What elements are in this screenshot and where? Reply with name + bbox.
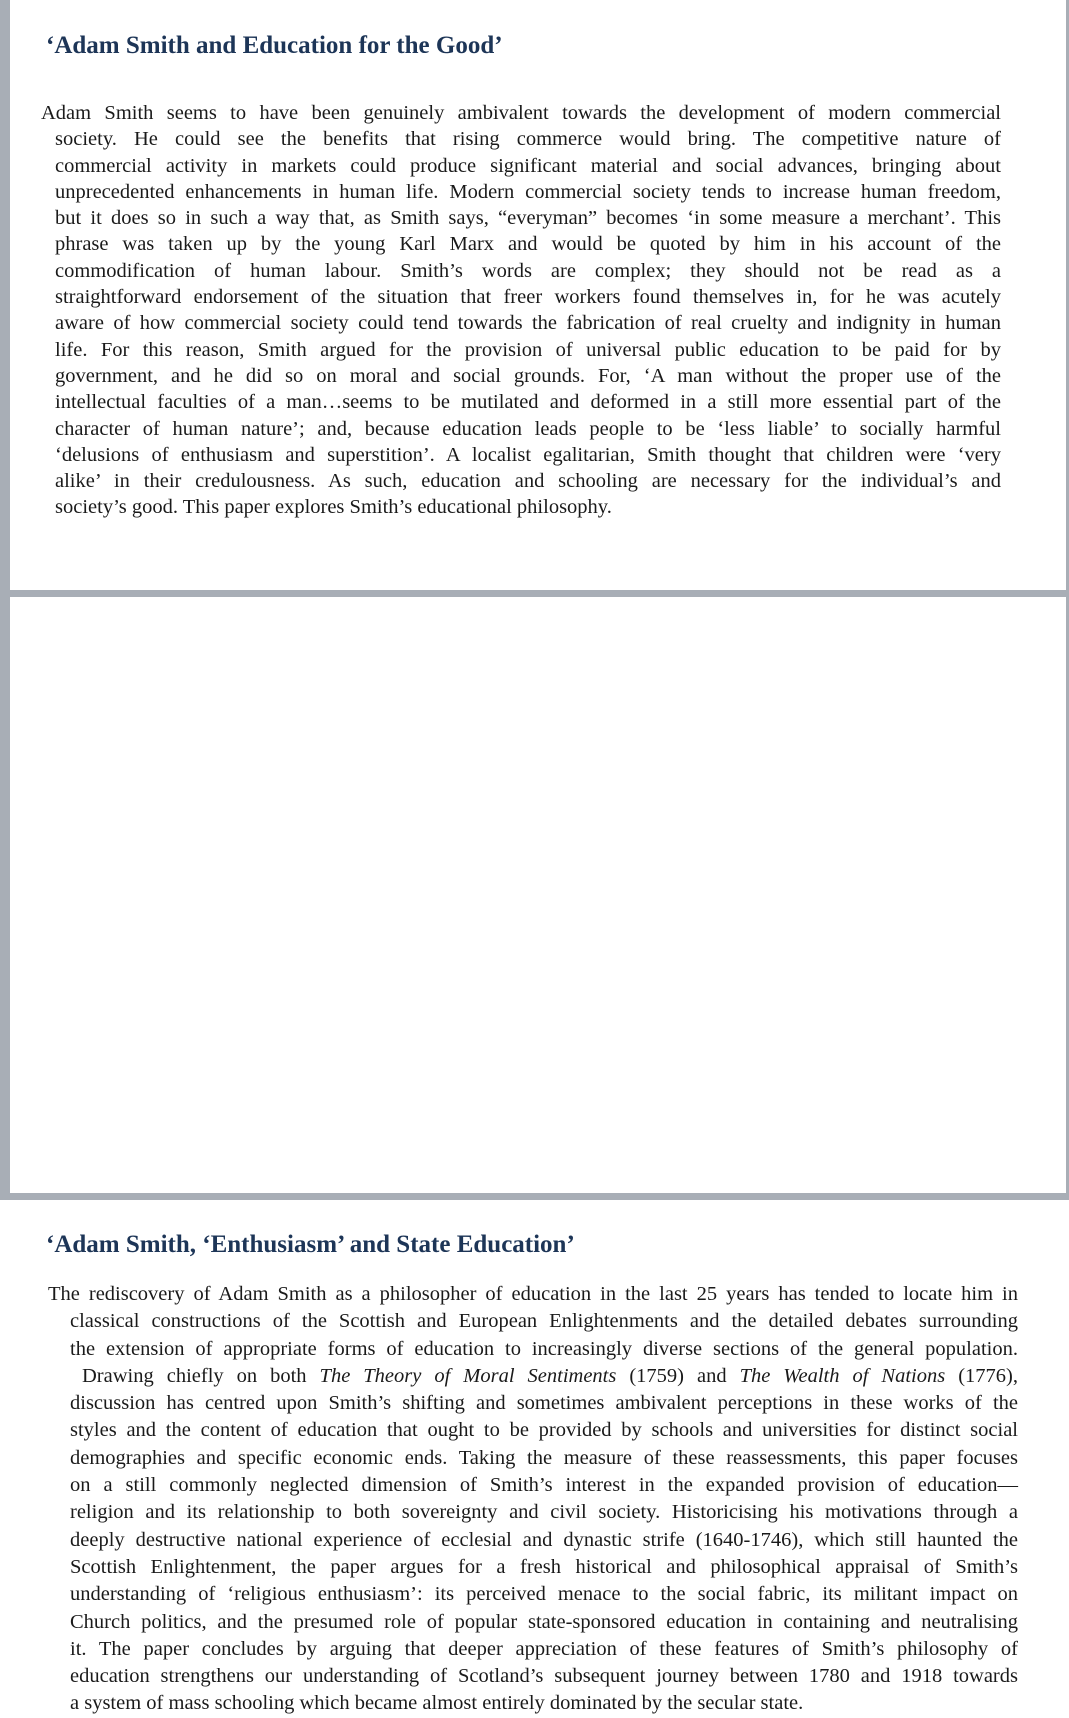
text-fragment: (1759) and bbox=[616, 1364, 740, 1387]
text-line: understanding of ‘religious enthusiasm’: its perceived menace to the social fabric, its militant impact on bbox=[70, 1583, 1018, 1606]
text-line: commodification of human labour. Smith’s words are complex; they should not be read as a bbox=[55, 259, 1001, 282]
text-line: Scottish Enlightenment, the paper argues for a fresh historical and philosophical appraisal of Smith’s bbox=[70, 1555, 1018, 1578]
text-line: religion and its relationship to both sovereignty and civil society. Historicising his motivations through a bbox=[70, 1501, 1018, 1524]
text-line: discussion has centred upon Smith’s shifting and sometimes ambivalent perceptions in these works of the bbox=[70, 1392, 1018, 1415]
text-line: life. For this reason, Smith argued for the provision of universal public education to be paid for by bbox=[55, 338, 1001, 361]
text-line: alike’ in their credulousness. As such, education and schooling are necessary for the individual’s and bbox=[55, 470, 1001, 493]
text-line: society. He could see the benefits that rising commerce would bring. The competitive nature of bbox=[55, 128, 1001, 151]
page-divider bbox=[0, 1193, 1069, 1200]
text-line: phrase was taken up by the young Karl Marx and would be quoted by him in his account of the bbox=[55, 233, 1001, 256]
text-line: it. The paper concludes by arguing that deeper appreciation of these features of Smith’s philosophy of bbox=[70, 1637, 1018, 1660]
text-line: Church politics, and the presumed role of popular state-sponsored education in containing and neutralising bbox=[70, 1610, 1018, 1633]
text-line: but it does so in such a way that, as Smith says, “everyman” becomes ‘in some measure a merchant’. This bbox=[55, 207, 1001, 230]
text-line: deeply destructive national experience of ecclesial and dynastic strife (1640-1746), which still haunted the bbox=[70, 1528, 1018, 1551]
text-line: unprecedented enhancements in human life. Modern commercial society tends to increase human freedom, bbox=[55, 180, 1001, 203]
text-line: ‘delusions of enthusiasm and superstition’. A localist egalitarian, Smith thought that children were ‘very bbox=[55, 443, 1001, 466]
abstract-text bbox=[48, 1281, 1018, 1718]
text-line: the extension of appropriate forms of education to increasingly diverse sections of the general population. bbox=[70, 1337, 1018, 1360]
text-fragment: (1776), bbox=[945, 1364, 1018, 1387]
abstract-page-1 bbox=[0, 0, 1069, 590]
text-line-with-titles bbox=[70, 1363, 1018, 1390]
text-line: classical constructions of the Scottish and European Enlightenments and the detailed debates surrounding bbox=[70, 1310, 1018, 1333]
text-line: commercial activity in markets could produce significant material and social advances, bringing about bbox=[55, 154, 1001, 177]
text-line: straightforward endorsement of the situation that freer workers found themselves in, for he was acutely bbox=[55, 286, 1001, 309]
text-line: demographies and specific economic ends. Taking the measure of these reassessments, this paper focuses bbox=[70, 1446, 1018, 1469]
text-line: aware of how commercial society could tend towards the fabrication of real cruelty and indignity in human bbox=[55, 312, 1001, 335]
abstract-page-2 bbox=[0, 597, 1069, 1715]
book-title: The Theory of Moral Sentiments bbox=[319, 1364, 617, 1387]
text-fragment: Drawing chiefly on both bbox=[82, 1364, 320, 1387]
text-line: Adam Smith seems to have been genuinely ambivalent towards the development of modern commercial bbox=[41, 102, 1001, 124]
text-line: The rediscovery of Adam Smith as a philosopher of education in the last 25 years has tended to locate him in bbox=[48, 1283, 1018, 1305]
text-line: society’s good. This paper explores Smith’s educational philosophy. bbox=[55, 496, 612, 519]
text-line: on a still commonly neglected dimension of Smith’s interest in the expanded provision of education— bbox=[70, 1474, 1018, 1497]
text-line: government, and he did so on moral and social grounds. For, ‘A man without the proper use of the bbox=[55, 364, 1001, 387]
text-line: character of human nature’; and, because education leads people to be ‘less liable’ to socially harmful bbox=[55, 417, 1001, 440]
section-title: ‘Adam Smith and Education for the Good’ bbox=[46, 32, 503, 59]
section-title: ‘Adam Smith, ‘Enthusiasm’ and State Education’ bbox=[46, 1231, 575, 1258]
text-line: education strengthens our understanding of Scotland’s subsequent journey between 1780 and 1918 towards bbox=[70, 1665, 1018, 1688]
text-line: a system of mass schooling which became almost entirely dominated by the secular state. bbox=[70, 1692, 804, 1715]
book-title: The Wealth of Nations bbox=[739, 1364, 946, 1387]
page-divider bbox=[0, 590, 1069, 597]
abstract-text bbox=[41, 100, 1001, 521]
text-line: intellectual faculties of a man…seems to be mutilated and deformed in a still more essential part of the bbox=[55, 391, 1001, 414]
text-line: styles and the content of education that ought to be provided by schools and universities for distinct social bbox=[70, 1419, 1018, 1442]
